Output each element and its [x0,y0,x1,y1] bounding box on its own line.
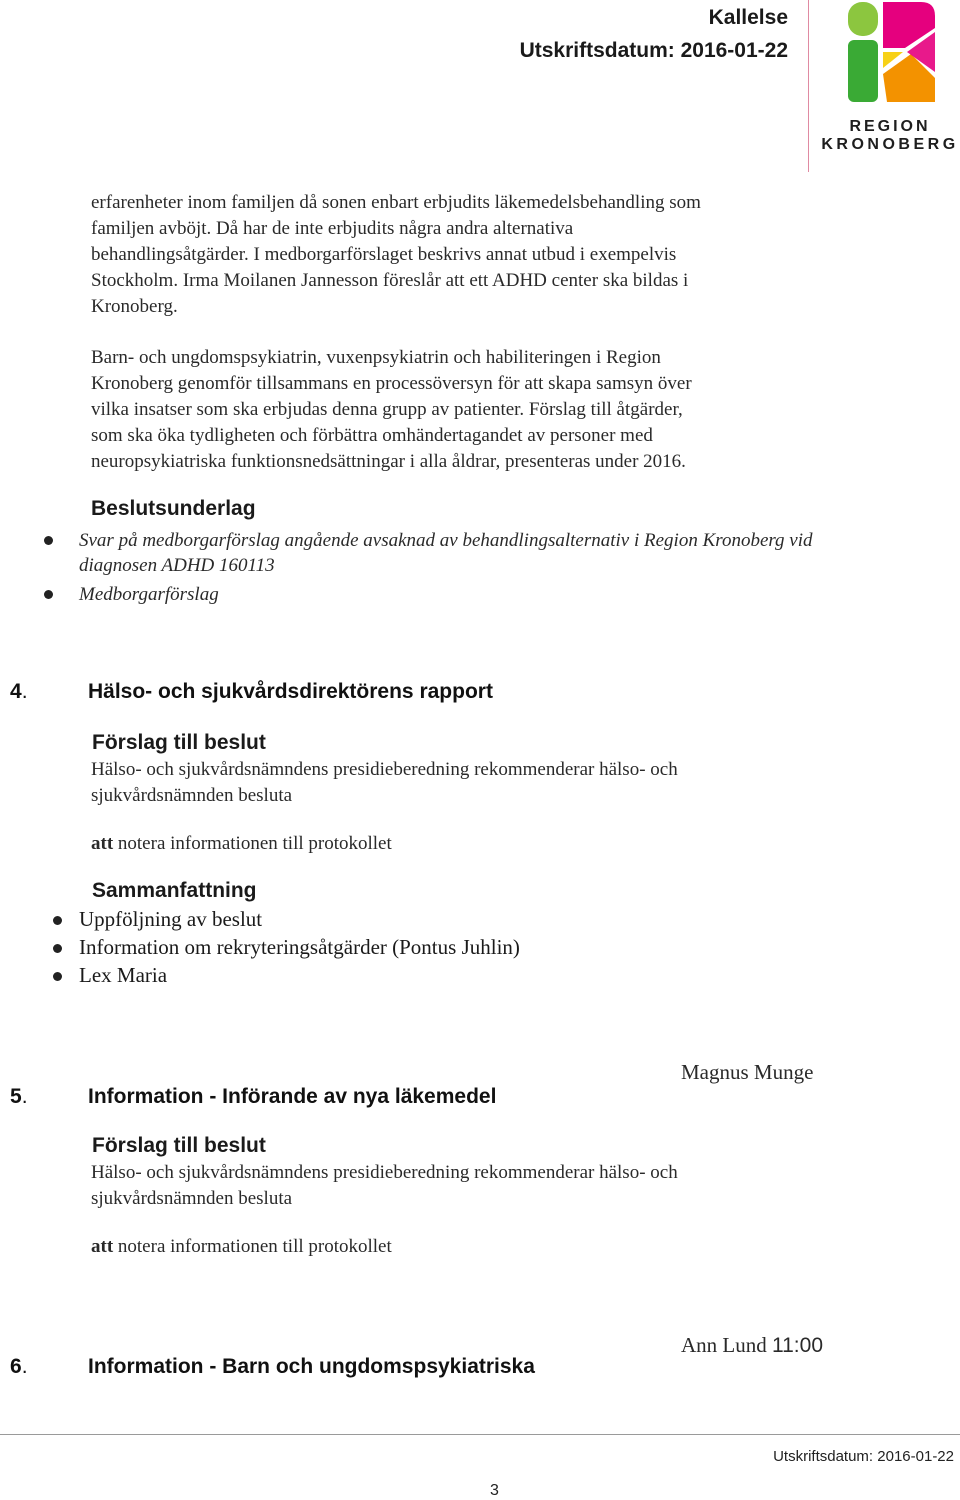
underlag-item-line: Svar på medborgarförslag angående avsaknad av behandlingsalternativ i Region Kronoberg vid [79,530,813,551]
forslag-line: sjukvårdsnämnden besluta [91,785,293,806]
section-4-title: Hälso- och sjukvårdsdirektörens rapport [88,680,493,703]
section-5-number [10,1085,28,1109]
footer-print-date: Utskriftsdatum: 2016-01-22 [773,1448,954,1465]
summary-item-uppfoljning[interactable]: Uppföljning av beslut [79,907,263,931]
summary-item-lex-maria[interactable]: Lex Maria [79,963,168,987]
bullet-icon [53,916,62,925]
intro-line: behandlingsåtgärder. I medborgarförslaget beskrivs annat utbud i exempelvis [91,244,677,265]
underlag-item-line: diagnosen ADHD 160113 [79,555,275,576]
section-6-title: Information - Barn och ungdomspsykiatriska [88,1355,535,1378]
section-5-presenter: Magnus Munge [681,1060,814,1084]
bullet-icon [44,536,53,545]
forslag-line: sjukvårdsnämnden besluta [91,1188,293,1209]
intro-line: erfarenheter inom familjen då sonen enbart erbjudits läkemedelsbehandling som [91,192,701,213]
logo-text-kronoberg: KRONOBERG [821,136,959,153]
process-review-paragraph [91,345,831,475]
section-6-presenter-time [681,1333,823,1358]
section-5-att-clause [91,1234,831,1260]
bullet-icon [44,590,53,599]
page-number: 3 [490,1482,499,1499]
summary-item-rekrytering[interactable]: Information om rekryteringsåtgärder (Pontus Juhlin) [79,935,520,959]
header-print-date: Utskriftsdatum: 2016-01-22 [519,39,788,62]
paragraph-line: neuropsykiatriska funktionsnedsättningar i alla åldrar, presenteras under 2016. [91,451,686,472]
bullet-icon [53,944,62,953]
underlag-item-response[interactable] [79,528,813,578]
section-6-time: 11:00 [772,1334,823,1357]
logo-text-region: REGION [849,118,931,135]
section-4-forslag-text [91,757,831,809]
intro-line: familjen avböjt. Då har de inte erbjudits några andra alternativa [91,218,574,239]
section-number-dot: . [21,1355,28,1378]
footer-divider [0,1434,960,1435]
header-divider [808,0,809,172]
section-5-forslag-heading: Förslag till beslut [92,1134,266,1157]
section-number: 5 [10,1085,22,1108]
underlag-item-medborgarforslag[interactable]: Medborgarförslag [79,584,219,605]
section-5-title: Information - Införande av nya läkemedel [88,1085,497,1108]
paragraph-line: Kronoberg genomför tillsammans en processöversyn för att skapa samsyn över [91,373,692,394]
sammanfattning-heading: Sammanfattning [92,879,257,902]
att-text: notera informationen till protokollet [113,1236,392,1257]
att-keyword: att [91,1236,114,1257]
section-5-forslag-text [91,1160,831,1212]
section-6-presenter: Ann Lund [681,1333,767,1357]
section-number: 4 [10,680,22,703]
document-type-title: Kallelse [708,6,788,29]
section-4-att-clause [91,831,831,857]
forslag-line: Hälso- och sjukvårdsnämndens presidieberedning rekommenderar hälso- och [91,1162,678,1183]
att-text: notera informationen till protokollet [113,833,392,854]
att-keyword: att [91,833,114,854]
section-number-dot: . [21,1085,28,1108]
section-4-forslag-heading: Förslag till beslut [92,731,266,754]
paragraph-line: vilka insatser som ska erbjudas denna grupp av patienter. Förslag till åtgärder, [91,399,683,420]
bullet-icon [53,972,62,981]
intro-line: Stockholm. Irma Moilanen Jannesson föreslår att ett ADHD center ska bildas i [91,270,689,291]
section-number-dot: . [21,680,28,703]
forslag-line: Hälso- och sjukvårdsnämndens presidieberedning rekommenderar hälso- och [91,759,678,780]
beslutsunderlag-heading: Beslutsunderlag [91,497,256,520]
section-number: 6 [10,1355,22,1378]
intro-paragraph [91,190,831,320]
section-4-number [10,680,28,704]
section-6-number [10,1355,28,1379]
region-kronoberg-logo-icon [845,2,937,104]
paragraph-line: Barn- och ungdomspsykiatrin, vuxenpsykiatrin och habiliteringen i Region [91,347,661,368]
paragraph-line: som ska öka tydligheten och förbättra omhändertagandet av personer med [91,425,653,446]
intro-line: Kronoberg. [91,296,178,317]
